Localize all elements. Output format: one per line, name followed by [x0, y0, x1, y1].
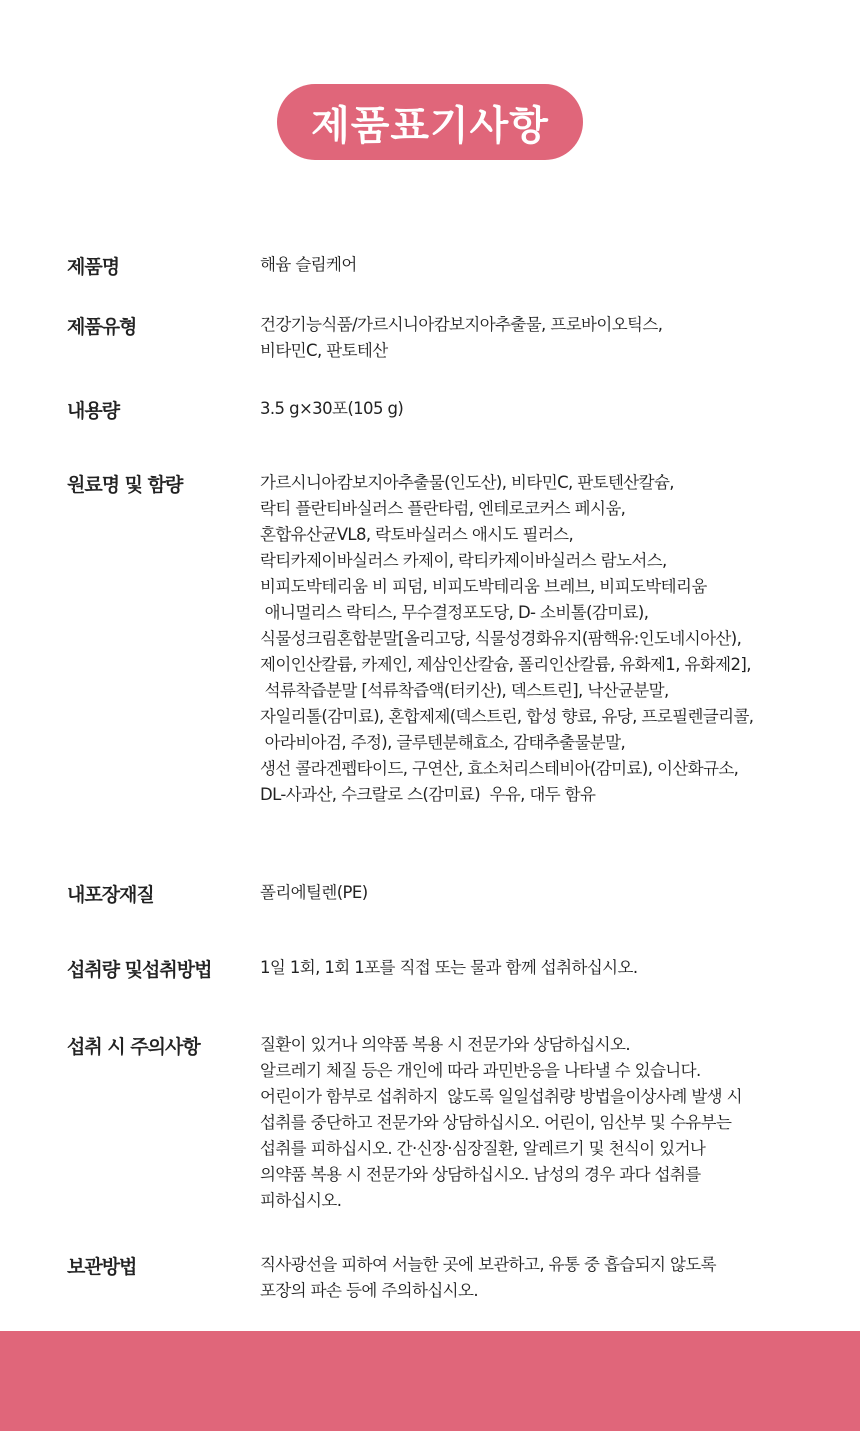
spec-value-line: 가르시니아캄보지아추출물(인도산), 비타민C, 판토텐산칼슘,	[260, 473, 674, 492]
spec-label: 보관방법	[67, 1256, 137, 1278]
spec-value-line: 질환이 있거나 의약품 복용 시 전문가와 상담하십시오.	[260, 1035, 630, 1054]
spec-value-line: 폴리에틸렌(PE)	[260, 883, 368, 902]
spec-label: 제품명	[67, 256, 120, 278]
spec-value-line: 생선 콜라겐펩타이드, 구연산, 효소처리스테비아(감미료), 이산화규소,	[260, 759, 739, 778]
spec-label: 내포장재질	[67, 884, 154, 906]
title-wrap	[0, 84, 860, 160]
spec-label: 내용량	[67, 400, 120, 422]
spec-label: 섭취 시 주의사항	[67, 1036, 200, 1058]
spec-value	[260, 1032, 820, 1214]
spec-value-line: 3.5 g×30포(105 g)	[260, 399, 404, 418]
spec-value-line: 섭취를 중단하고 전문가와 상담하십시오. 어린이, 임산부 및 수유부는	[260, 1113, 732, 1132]
spec-value-line: 해윰 슬림케어	[260, 255, 357, 274]
spec-label: 섭취량 및섭취방법	[67, 959, 212, 981]
spec-value-line: 석류착즙분말 [석류착즙액(터키산), 덱스트린], 낙산균분말,	[260, 681, 669, 700]
spec-value-line: 애니멀리스 락티스, 무수결정포도당, D- 소비톨(감미료),	[260, 603, 649, 622]
spec-value	[260, 880, 820, 906]
spec-label: 원료명 및 함량	[67, 474, 183, 496]
spec-value-line: 식물성크림혼합분말[올리고당, 식물성경화유지(팜핵유:인도네시아산),	[260, 629, 742, 648]
spec-value-line: 1일 1회, 1회 1포를 직접 또는 물과 함께 섭취하십시오.	[260, 958, 638, 977]
spec-value-line: 비피도박테리움 비 피덤, 비피도박테리움 브레브, 비피도박테리움	[260, 577, 707, 596]
spec-value	[260, 470, 820, 808]
spec-value-line: 의약품 복용 시 전문가와 상담하십시오. 남성의 경우 과다 섭취를	[260, 1165, 701, 1184]
spec-value-line: 어린이가 함부로 섭취하지 않도록 일일섭취량 방법을이상사례 발생 시	[260, 1087, 742, 1106]
spec-value-line: 혼합유산균VL8, 락토바실러스 애시도 필러스,	[260, 525, 574, 544]
spec-value-line: 락티 플란티바실러스 플란타럼, 엔테로코커스 페시움,	[260, 499, 626, 518]
spec-value-line: 제이인산칼륨, 카제인, 제삼인산칼슘, 폴리인산칼륨, 유화제1, 유화제2],	[260, 655, 751, 674]
spec-value-line: 건강기능식품/가르시니아캄보지아추출물, 프로바이오틱스,	[260, 315, 663, 334]
spec-value-line: 포장의 파손 등에 주의하십시오.	[260, 1281, 478, 1300]
spec-value	[260, 396, 820, 422]
spec-value-line: 피하십시오.	[260, 1191, 342, 1210]
spec-value-line: DL-사과산, 수크랄로 스(감미료) 우유, 대두 함유	[260, 785, 596, 804]
page-title: 제품표기사항	[277, 84, 583, 160]
spec-value-line: 아라비아검, 주정), 글루텐분해효소, 감태추출물분말,	[260, 733, 626, 752]
spec-value-line: 섭취를 피하십시오. 간·신장·심장질환, 알레르기 및 천식이 있거나	[260, 1139, 706, 1158]
spec-value-line: 자일리톨(감미료), 혼합제제(덱스트린, 합성 향료, 유당, 프로필렌글리콜,	[260, 707, 754, 726]
spec-value-line: 직사광선을 피하여 서늘한 곳에 보관하고, 유통 중 흡습되지 않도록	[260, 1255, 716, 1274]
spec-value-line: 알르레기 체질 등은 개인에 따라 과민반응을 나타낼 수 있습니다.	[260, 1061, 701, 1080]
spec-value	[260, 955, 820, 981]
spec-label: 제품유형	[67, 316, 137, 338]
spec-value	[260, 312, 820, 364]
spec-value-line: 락티카제이바실러스 카제이, 락티카제이바실러스 람노서스,	[260, 551, 667, 570]
spec-value-line: 비타민C, 판토테산	[260, 341, 388, 360]
footer-band	[0, 1331, 860, 1431]
spec-value	[260, 1252, 820, 1304]
spec-value	[260, 252, 820, 278]
